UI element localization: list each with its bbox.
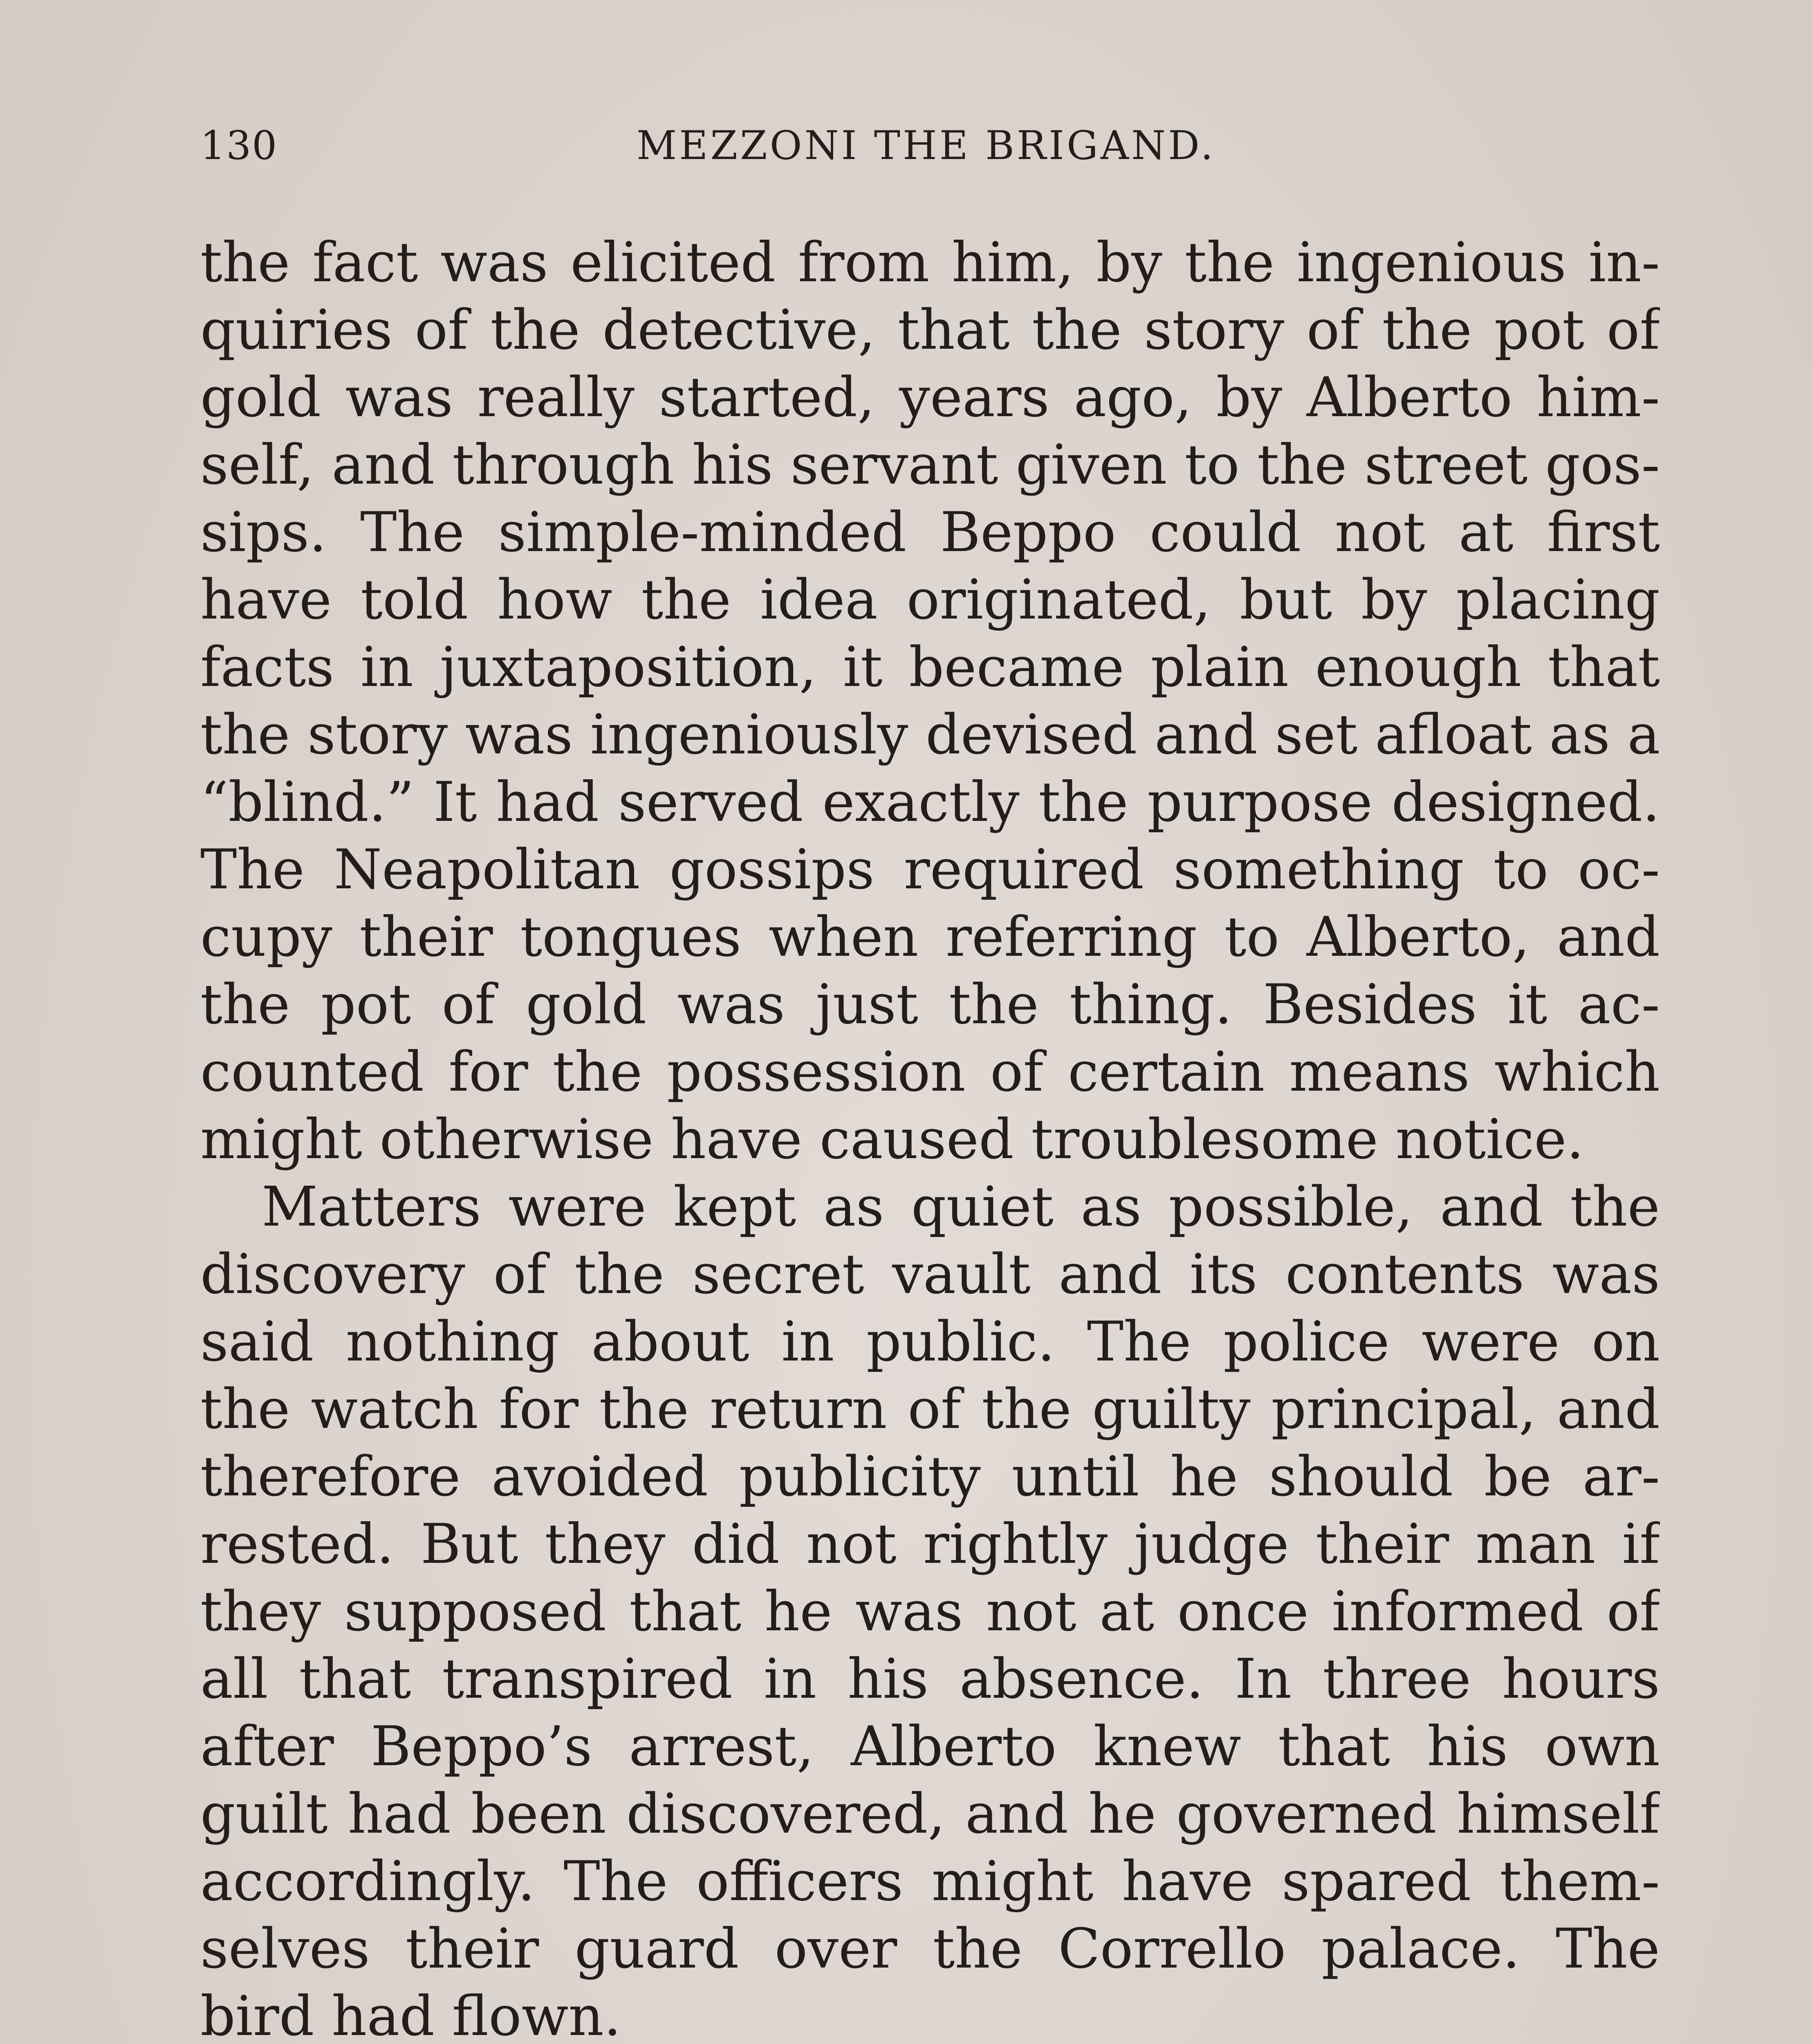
paragraph — [200, 1173, 1660, 2044]
text-line: said nothing about in public. The police were on — [200, 1310, 1660, 1374]
text-line: counted for the possession of certain means which — [200, 1040, 1660, 1104]
text-line: all that transpired in his absence. In three hours — [200, 1647, 1660, 1711]
page-number: 130 — [200, 123, 278, 168]
text-line: the pot of gold was just the thing. Besides it ac- — [200, 973, 1660, 1036]
text-line: the story was ingeniously devised and set afloat as a — [200, 703, 1660, 766]
text-line: after Beppo’s arrest, Alberto knew that his own — [200, 1715, 1660, 1778]
text-line: The Neapolitan gossips required something to oc- — [200, 838, 1660, 901]
text-line: have told how the idea originated, but by placing — [200, 568, 1660, 632]
text-line: might otherwise have caused troublesome notice. — [200, 1107, 1584, 1171]
body-text — [200, 229, 1660, 2044]
text-line: sips. The simple-minded Beppo could not at first — [200, 500, 1660, 564]
text-line: gold was really started, years ago, by Alberto him- — [200, 365, 1660, 429]
text-line: “blind.” It had served exactly the purpose designed. — [200, 770, 1660, 834]
text-line: self, and through his servant given to the street gos- — [200, 433, 1660, 497]
text-line: quiries of the detective, that the story of the pot of — [200, 298, 1660, 362]
text-line: Matters were kept as quiet as possible, and the — [262, 1175, 1660, 1239]
text-line: bird had flown. — [200, 1984, 621, 2044]
text-line: cupy their tongues when referring to Alberto, and — [200, 905, 1660, 969]
running-title: MEZZONI THE BRIGAND. — [636, 123, 1216, 168]
text-line: selves their guard over the Corrello palace. The — [200, 1917, 1660, 1981]
text-line: therefore avoided publicity until he should be ar- — [200, 1445, 1660, 1508]
text-line: the watch for the return of the guilty principal, and — [200, 1377, 1660, 1441]
paragraph — [200, 229, 1660, 1173]
text-line: guilt had been discovered, and he governed himself — [200, 1782, 1660, 1846]
text-line: they supposed that he was not at once informed of — [200, 1580, 1660, 1643]
text-line: the fact was elicited from him, by the ingenious in- — [200, 231, 1660, 294]
text-line: accordingly. The officers might have spared them- — [200, 1849, 1660, 1913]
text-line: discovery of the secret vault and its contents was — [200, 1242, 1660, 1306]
running-head — [200, 123, 1652, 180]
text-line: rested. But they did not rightly judge their man if — [200, 1512, 1660, 1576]
text-line: facts in juxtaposition, it became plain enough that — [200, 635, 1660, 699]
